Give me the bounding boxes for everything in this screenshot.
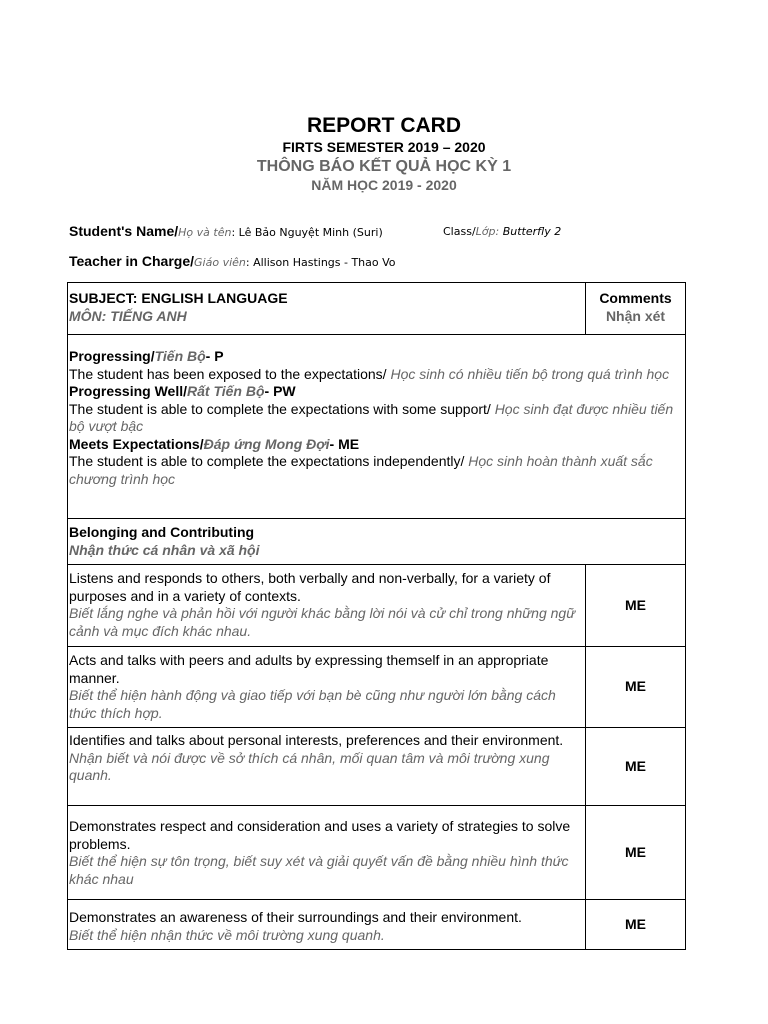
criterion-cell	[68, 647, 586, 728]
teacher-value: : Allison Hastings - Thao Vo	[245, 256, 396, 269]
legend-desc: The student is able to complete the expectations independently/	[69, 453, 469, 469]
legend-label: Progressing/	[69, 348, 155, 364]
criterion-vi: Biết thể hiện sự tôn trọng, biết suy xét và giải quyết vấn đề bằng nhiều hình thức khác nhau	[69, 853, 569, 887]
grade-cell: ME	[586, 806, 686, 900]
section-row	[68, 519, 686, 565]
criterion-vi: Nhận biết và nói được về sở thích cá nhân, mối quan tâm và môi trường xung quanh.	[69, 749, 550, 783]
report-table	[67, 282, 686, 950]
legend-desc: The student is able to complete the expectations with some support/	[69, 400, 495, 417]
legend-label-vi: Đáp ứng Mong Đợi	[203, 435, 330, 452]
table-row	[68, 806, 686, 900]
legend-code: - ME	[329, 435, 360, 452]
vn-report-title: THÔNG BÁO KẾT QUẢ HỌC KỲ 1	[256, 158, 512, 175]
legend-label: Progressing Well/	[69, 383, 187, 399]
subject-cell	[68, 283, 586, 335]
class-label-vi: Lớp:	[475, 225, 500, 238]
legend-item	[69, 436, 684, 489]
legend-label-vi: Tiến Bộ	[154, 348, 206, 364]
legend-code: - PW	[264, 383, 296, 399]
criterion-en: Listens and responds to others, both verbally and non-verbally, for a variety of purposes and in a variety of contexts.	[69, 570, 551, 604]
grade-cell: ME	[586, 728, 686, 806]
legend-label-vi: Rất Tiến Bộ	[187, 383, 265, 399]
class-label: Class/	[443, 225, 476, 238]
table-row	[68, 900, 686, 950]
criterion-cell	[68, 565, 586, 647]
table-row	[68, 565, 686, 647]
criterion-cell	[68, 728, 586, 806]
criterion-cell	[68, 900, 586, 950]
student-name-line	[69, 222, 383, 242]
student-name-value: : Lê Bảo Nguyệt Minh (Suri)	[231, 226, 383, 239]
table-row	[68, 728, 686, 806]
criterion-vi: Biết lắng nghe và phản hồi với người khác bằng lời nói và cử chỉ trong những ngữ cảnh và mục đích khác nhau.	[69, 605, 576, 639]
grade-cell: ME	[586, 900, 686, 950]
criterion-vi: Biết thể hiện nhận thức về môi trường xung quanh.	[69, 926, 385, 943]
criterion-en: Demonstrates an awareness of their surroundings and their environment.	[69, 909, 522, 925]
criterion-en: Acts and talks with peers and adults by expressing themself in an appropriate manner.	[69, 652, 549, 686]
legend-code: - P	[205, 348, 224, 364]
legend-desc-vi: Học sinh có nhiều tiến bộ trong quá trình học	[390, 365, 670, 382]
legend-item	[69, 383, 684, 436]
subject-title: SUBJECT: ENGLISH LANGUAGE	[69, 290, 288, 306]
legend-label: Meets Expectations/	[69, 435, 204, 452]
legend-cell	[68, 335, 686, 519]
comments-header: Comments	[599, 290, 672, 306]
section-title-vi: Nhận thức cá nhân và xã hội	[69, 541, 260, 558]
criterion-en: Identifies and talks about personal interests, preferences and their environment.	[69, 732, 564, 748]
legend-item	[69, 348, 684, 383]
report-title: REPORT CARD	[306, 114, 461, 137]
student-name-label: Student's Name/	[69, 223, 179, 239]
grade-cell: ME	[586, 647, 686, 728]
legend-desc-vi: Học sinh đạt được nhiều tiến bộ vượt bậc	[69, 400, 674, 434]
class-line	[443, 224, 561, 240]
subject-header-row	[68, 283, 686, 335]
section-title: Belonging and Contributing	[69, 524, 255, 540]
comments-header-vi: Nhận xét	[605, 307, 666, 324]
teacher-label-vi: Giáo viên	[194, 256, 246, 269]
table-row	[68, 647, 686, 728]
class-value: Butterfly 2	[499, 225, 562, 238]
semester-title: FIRTS SEMESTER 2019 – 2020	[282, 139, 486, 155]
legend-row	[68, 335, 686, 519]
criterion-en: Demonstrates respect and consideration and uses a variety of strategies to solve problems.	[69, 818, 571, 852]
grade-cell: ME	[586, 565, 686, 647]
student-name-label-vi: Họ và tên	[178, 226, 232, 239]
legend-desc: The student has been exposed to the expectations/	[69, 365, 391, 382]
teacher-label: Teacher in Charge/	[69, 253, 195, 269]
vn-school-year: NĂM HỌC 2019 - 2020	[311, 177, 457, 193]
criterion-vi: Biết thể hiện hành động và giao tiếp với bạn bè cũng như người lớn bằng cách thức thích hợp.	[69, 687, 556, 721]
legend-desc-vi: Học sinh hoàn thành xuất sắc chương trình học	[69, 453, 653, 487]
subject-title-vi: MÔN: TIẾNG ANH	[69, 307, 187, 324]
teacher-line	[69, 252, 396, 272]
criterion-cell	[68, 806, 586, 900]
comments-header-cell	[586, 283, 686, 335]
section-cell	[68, 519, 686, 565]
